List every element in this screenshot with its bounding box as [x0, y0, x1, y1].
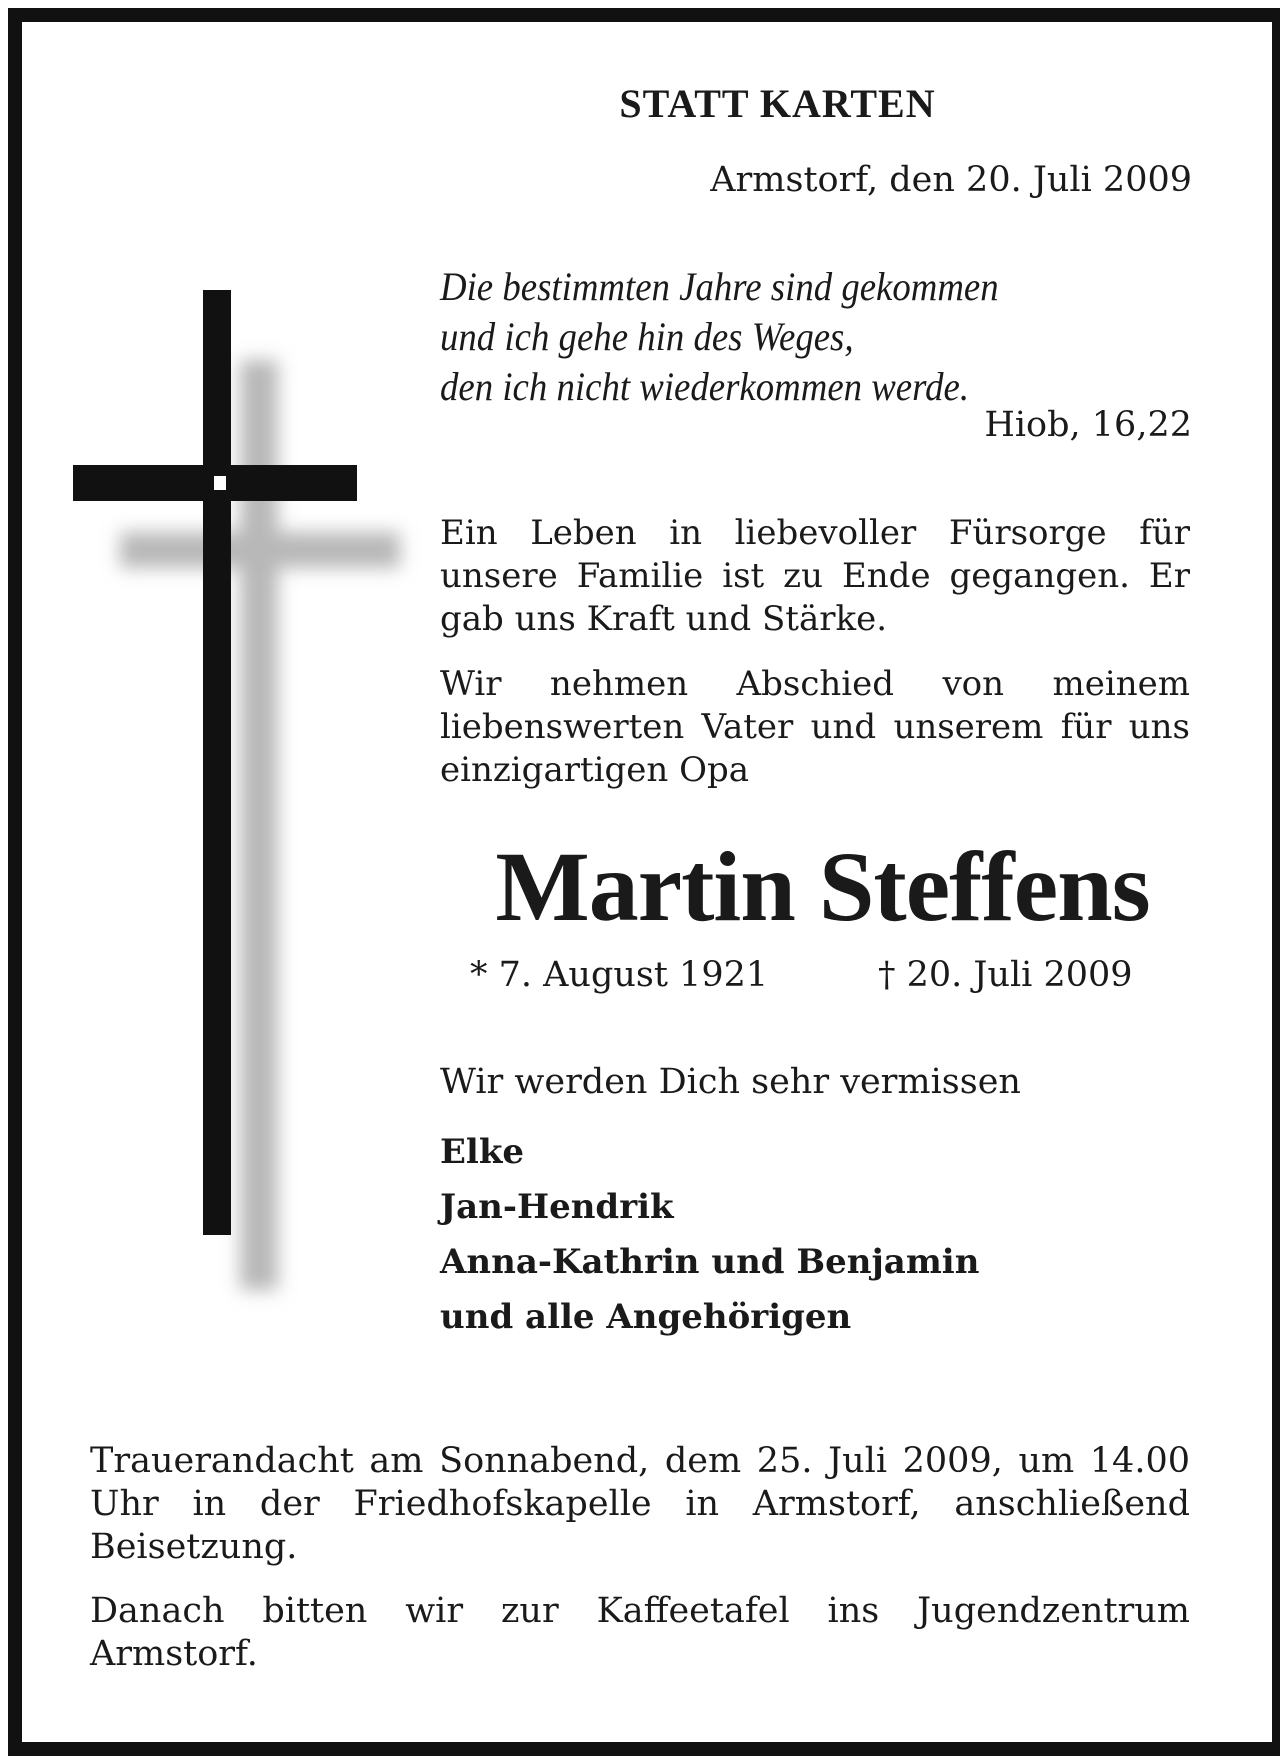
cross-icon — [60, 280, 430, 1320]
farewell-paragraph: Wir nehmen Abschied von meinem liebenswerten Vater und unserem für uns einzigartigen Opa — [440, 664, 1190, 790]
verse-line: den ich nicht wiederkommen werde. — [440, 364, 970, 409]
bible-verse — [440, 262, 999, 412]
cross-body — [73, 290, 357, 1235]
dateline: Armstorf, den 20. Juli 2009 — [710, 160, 1192, 200]
reception-info: Danach bitten wir zur Kaffeetafel ins Jugendzentrum Armstorf. — [90, 1591, 1190, 1674]
verse-line: und ich gehe hin des Weges, — [440, 314, 854, 359]
deceased-name: Martin Steffens — [495, 831, 1150, 942]
mourner-name: Jan-Hendrik — [440, 1187, 674, 1227]
mourner-name: Elke — [440, 1132, 525, 1172]
tribute-paragraph: Ein Leben in liebevoller Fürsorge für unsere Familie ist zu Ende gegangen. Er gab uns Kraft und Stärke. — [440, 513, 1190, 639]
verse-reference: Hiob, 16,22 — [984, 405, 1192, 445]
verse-line: Die bestimmten Jahre sind gekommen — [440, 264, 999, 309]
cross-center-mark — [214, 476, 226, 490]
mourner-name: Anna-Kathrin und Benjamin — [440, 1242, 980, 1282]
mourner-name: und alle Angehörigen — [440, 1297, 852, 1337]
service-info: Trauerandacht am Sonnabend, dem 25. Juli 2009, um 14.00 Uhr in der Friedhofskapelle in Armstorf, anschließend Beisetzung. — [90, 1441, 1190, 1567]
closing-line: Wir werden Dich sehr vermissen — [440, 1062, 1021, 1102]
statt-karten-heading: STATT KARTEN — [619, 81, 936, 126]
birth-date: * 7. August 1921 — [470, 955, 769, 995]
death-date: † 20. Juli 2009 — [878, 955, 1133, 995]
mourners-list — [440, 1125, 979, 1345]
